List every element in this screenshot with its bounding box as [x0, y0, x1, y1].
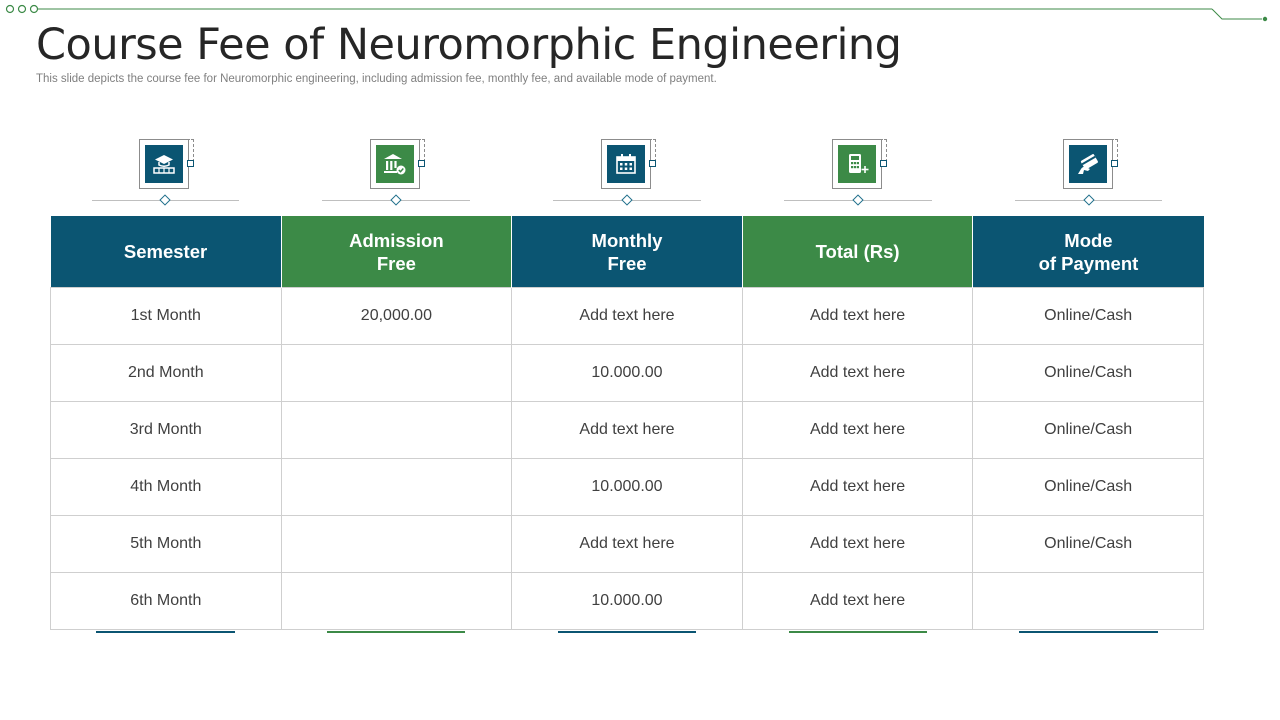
header-monthly-fee: Monthly Free [512, 216, 743, 288]
cell-admission-fee [281, 402, 512, 459]
card-payment-icon [1069, 145, 1107, 183]
cell-monthly-fee: 10.000.00 [512, 459, 743, 516]
diamond-marker [621, 194, 632, 205]
table-row [51, 516, 1204, 573]
cell-admission-fee: 20,000.00 [281, 288, 512, 345]
cell-semester: 3rd Month [51, 402, 282, 459]
page-subtitle: This slide depicts the course fee for Neuromorphic engineering, including admission fee, monthly fee, and available mode of payment. [36, 73, 717, 85]
header-total: Total (Rs) [742, 216, 973, 288]
table-row [51, 288, 1204, 345]
cell-total: Add text here [742, 459, 973, 516]
cell-payment-mode: Online/Cash [973, 459, 1204, 516]
tile-connector-node [418, 160, 425, 167]
underbar-monthly [558, 631, 696, 633]
cell-admission-fee [281, 459, 512, 516]
graduation-icon [145, 145, 183, 183]
icon-tile [139, 139, 189, 189]
diamond-marker [391, 194, 402, 205]
icon-tile [601, 139, 651, 189]
bank-icon [376, 145, 414, 183]
cell-admission-fee [281, 516, 512, 573]
cell-monthly-fee: Add text here [512, 402, 743, 459]
tile-corner-decoration [876, 139, 887, 162]
calendar-icon [607, 145, 645, 183]
underbar-payment [1019, 631, 1157, 633]
underbar-total [789, 631, 927, 633]
cell-semester: 1st Month [51, 288, 282, 345]
tile-corner-decoration [1107, 139, 1118, 162]
page-title: Course Fee of Neuromorphic Engineering [36, 20, 902, 70]
cell-payment-mode: Online/Cash [973, 288, 1204, 345]
icon-column-total [742, 134, 973, 210]
cell-admission-fee [281, 573, 512, 630]
cell-monthly-fee: 10.000.00 [512, 573, 743, 630]
table-row [51, 345, 1204, 402]
icon-column-payment [973, 134, 1204, 210]
diamond-marker [852, 194, 863, 205]
table-row [51, 459, 1204, 516]
tile-corner-decoration [414, 139, 425, 162]
cell-payment-mode: Online/Cash [973, 345, 1204, 402]
cell-semester: 4th Month [51, 459, 282, 516]
cell-total: Add text here [742, 516, 973, 573]
icon-tile [832, 139, 882, 189]
cell-payment-mode: Online/Cash [973, 402, 1204, 459]
calculator-icon [838, 145, 876, 183]
header-semester: Semester [51, 216, 282, 288]
column-underbars [50, 631, 1204, 634]
header-mode-of-payment: Mode of Payment [973, 216, 1204, 288]
table-row [51, 402, 1204, 459]
icon-column-monthly [512, 134, 743, 210]
header-admission-fee: Admission Free [281, 216, 512, 288]
icon-tile [370, 139, 420, 189]
tile-corner-decoration [645, 139, 656, 162]
cell-payment-mode: Online/Cash [973, 516, 1204, 573]
cell-monthly-fee: 10.000.00 [512, 345, 743, 402]
cell-total: Add text here [742, 288, 973, 345]
cell-semester: 6th Month [51, 573, 282, 630]
cell-semester: 2nd Month [51, 345, 282, 402]
icon-column-semester [50, 134, 281, 210]
cell-total: Add text here [742, 345, 973, 402]
cell-monthly-fee: Add text here [512, 516, 743, 573]
diamond-marker [160, 194, 171, 205]
course-fee-table [50, 216, 1204, 630]
icons-row [50, 134, 1204, 210]
underbar-admission [327, 631, 465, 633]
icon-column-admission [281, 134, 512, 210]
table-header-row [51, 216, 1204, 288]
tile-connector-node [649, 160, 656, 167]
cell-semester: 5th Month [51, 516, 282, 573]
cell-total: Add text here [742, 402, 973, 459]
cell-admission-fee [281, 345, 512, 402]
icon-tile [1063, 139, 1113, 189]
diamond-marker [1083, 194, 1094, 205]
table-row [51, 573, 1204, 630]
cell-total: Add text here [742, 573, 973, 630]
tile-connector-node [1111, 160, 1118, 167]
tile-connector-node [880, 160, 887, 167]
cell-monthly-fee: Add text here [512, 288, 743, 345]
cell-payment-mode [973, 573, 1204, 630]
tile-corner-decoration [183, 139, 194, 162]
underbar-semester [96, 631, 234, 633]
tile-connector-node [187, 160, 194, 167]
